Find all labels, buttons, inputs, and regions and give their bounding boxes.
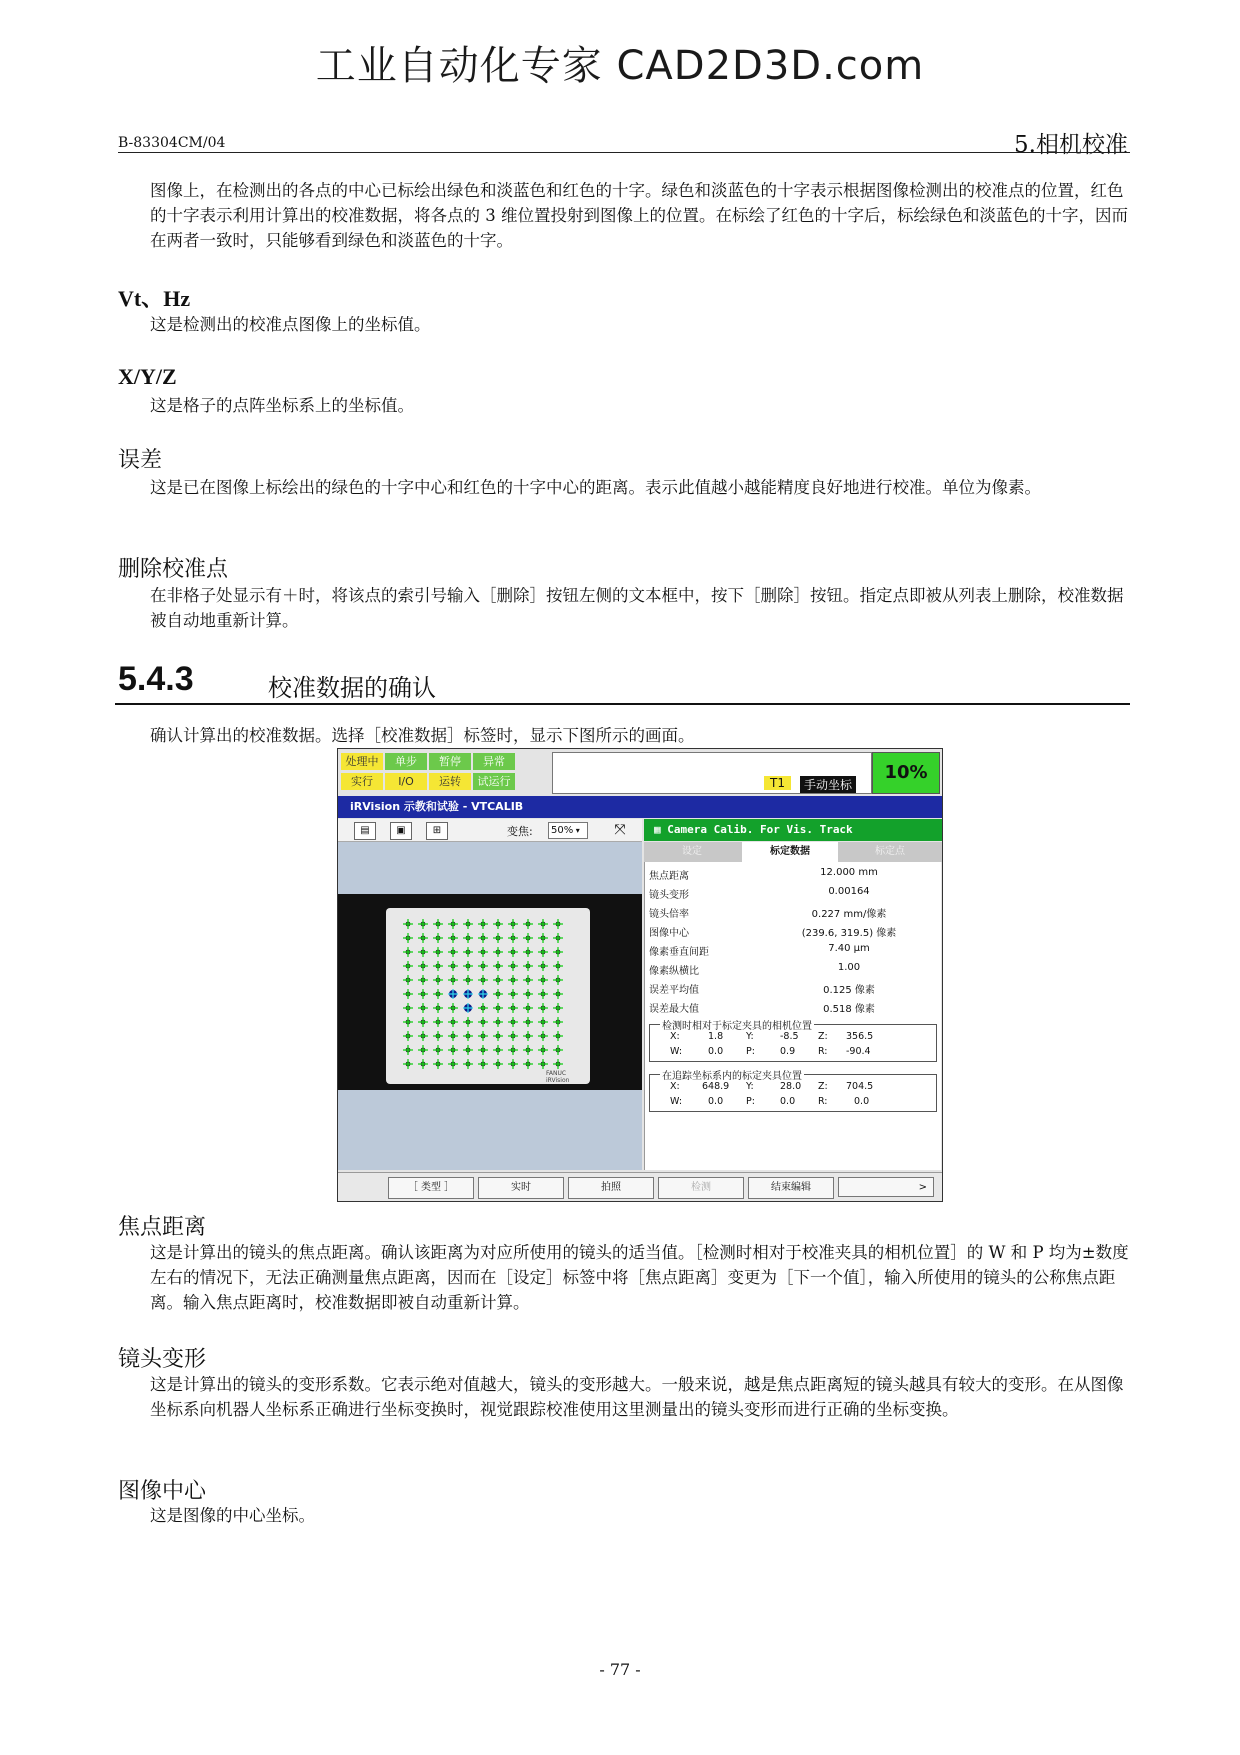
coord-mode-indicator: 手动坐标 [800,776,856,793]
row-label: 镜头倍率 [649,909,689,920]
open-image-icon[interactable]: ▤ [354,822,376,840]
item-text-xyz: 这是格子的点阵坐标系上的坐标值。 [150,396,414,415]
item-text-lens-distortion: 这是计算出的镜头的变形系数。它表示绝对值越大，镜头的变形越大。一般来说，越是焦点距离短的镜头越具有较大的变形。在从图像坐标系向机器人坐标系正确进行坐标变换时，视觉跟踪校准使用这里测量出的镜头变形而进行正确的坐标变换。 [150,1375,1124,1419]
item-title-focal-distance: 焦点距离 [118,1215,207,1240]
section-intro: 确认计算出的校准数据。选择［校准数据］标签时，显示下图所示的画面。 [150,726,695,745]
page-number: - 77 - [599,1660,641,1679]
value-z: 356.5 [846,1031,874,1042]
window-title: iRVision 示教和试验 - VTCALIB [338,796,942,818]
item-title-xyz: X/Y/Z [118,364,177,389]
label-y: Y: [746,1081,754,1092]
calibration-points [386,908,590,1084]
row-max-error [649,1000,939,1016]
row-lens-distortion [649,886,939,902]
header-rule [118,152,1130,153]
status-busy: 处理中 [341,753,383,770]
intro-paragraph: 图像上，在检测出的各点的中心已标绘出绿色和淡蓝色和红色的十字。绿色和淡蓝色的十字表示根据图像检测出的校准点的位置，红色的十字表示利用计算出的校准数据，将各点的 3 维位置投射到图像上的位置。在标绘了红色的十字后，标绘绿色和淡蓝色的十字，因而在两者一致时，只能够看到绿色和淡蓝色的十字。 [150,181,1128,250]
camera-image [338,894,642,1090]
save-image-icon[interactable]: ▣ [390,822,412,840]
panel-header-text: Camera Calib. For Vis. Track [667,823,853,836]
item-title-vt-hz: Vt、Hz [118,286,191,311]
label-p: P: [746,1096,755,1107]
zoom-label: 变焦: [507,825,533,838]
label-r: R: [818,1046,828,1057]
zoom-select[interactable] [548,822,588,839]
status-tcyc: 试运行 [473,773,515,790]
calib-data-panel [644,862,941,1170]
group-title: 检测时相对于标定夹具的相机位置 [660,1017,814,1032]
item-title-lens-distortion: 镜头变形 [118,1347,207,1372]
status-step: 单步 [385,753,427,770]
value-x: 648.9 [702,1081,730,1092]
item-text-delete-point: 在非格子处显示有＋时，将该点的索引号输入［删除］按钮左侧的文本框中，按下［删除］按钮。指定点即被从列表上删除，校准数据被自动地重新计算。 [150,586,1124,630]
chevron-down-icon: ▾ [573,826,580,835]
row-value: 7.40 μm [828,943,870,954]
item-text-error: 这是已在图像上标绘出的绿色的十字中心和红色的十字中心的距离。表示此值越小越能精度良好地进行校准。单位为像素。 [150,478,1041,497]
image-toolbar [338,819,642,842]
item-title-error: 误差 [118,448,163,473]
label-z: Z: [818,1031,828,1042]
snap-button[interactable]: 拍照 [568,1177,654,1199]
status-run: 实行 [341,773,383,790]
site-banner: 工业自动化专家 CAD2D3D.com [315,43,925,89]
value-p: 0.0 [780,1096,796,1107]
row-value: 12.000 mm [820,867,878,878]
end-edit-button[interactable]: 结束编辑 [748,1177,834,1199]
label-z: Z: [818,1081,828,1092]
item-title-image-center: 图像中心 [118,1479,207,1504]
value-z: 704.5 [846,1081,874,1092]
value-r: 0.0 [854,1096,870,1107]
panel-header [644,819,942,841]
item-title-delete-point: 删除校准点 [118,557,229,582]
expand-view-icon[interactable]: ⤧ [614,822,626,838]
item-text-focal-distance: 这是计算出的镜头的焦点距离。确认该距离为对应所使用的镜头的适当值。［检测时相对于校准夹具的相机位置］的 W 和 P 均为±数度左右的情况下，无法正确测量焦点距离，因而在［设定］标签中将［焦点距离］变更为［下一个值］，输入所使用的镜头的公称焦点距离。输入焦点距离时，校准数据即被自动重新计算。 [150,1243,1129,1312]
section-number: 5.4.3 [118,660,194,698]
type-button[interactable]: ［ 类型 ］ [388,1177,474,1199]
row-image-center [649,924,939,940]
row-label: 误差最大值 [649,1004,699,1015]
label-r: R: [818,1096,828,1107]
doc-id: B-83304CM/04 [118,135,226,151]
row-magnification [649,905,939,921]
value-r: -90.4 [846,1046,871,1057]
row-label: 焦点距离 [649,871,689,882]
live-button[interactable]: 实时 [478,1177,564,1199]
value-y: 28.0 [780,1081,802,1092]
label-p: P: [746,1046,755,1057]
camera-view[interactable] [338,842,642,1170]
label-y: Y: [746,1031,754,1042]
value-w: 0.0 [708,1096,724,1107]
chapter-title: 5.相机校准 [1014,132,1128,158]
override-percent: 10% [872,752,940,794]
value-w: 0.0 [708,1046,724,1057]
row-label: 像素纵横比 [649,966,699,977]
label-x: X: [670,1081,680,1092]
row-label: 图像中心 [649,928,689,939]
tab-calib-points[interactable]: 标定点 [875,846,905,857]
camera-position-group [649,1021,937,1062]
status-fault: 异常 [473,753,515,770]
grid-icon: ▦ [654,823,668,836]
tab-bar [644,842,942,862]
row-mean-error [649,981,939,997]
value-x: 1.8 [708,1031,724,1042]
row-aspect-ratio [649,962,939,978]
tab-calib-data[interactable]: 标定数据 [742,842,838,862]
row-value: 1.00 [837,962,861,973]
row-value: (239.6, 319.5) 像素 [801,928,897,939]
value-y: -8.5 [780,1031,799,1042]
t1-indicator: T1 [764,776,791,790]
function-key-bar [338,1172,942,1202]
row-value: 0.227 mm/像素 [811,909,887,920]
fixture-position-group [649,1071,937,1112]
row-label: 误差平均值 [649,985,699,996]
item-text-vt-hz: 这是检测出的校准点图像上的坐标值。 [150,315,431,334]
item-text-image-center: 这是图像的中心坐标。 [150,1506,315,1525]
fit-image-icon[interactable]: ⊞ [426,822,448,840]
label-w: W: [670,1046,683,1057]
row-pixel-pitch [649,943,939,959]
detect-button[interactable]: 检测 [658,1177,744,1199]
calibration-grid-plate [386,908,590,1084]
row-value: 0.125 像素 [823,985,875,996]
row-focal-distance [649,867,939,883]
row-label: 镜头变形 [649,890,689,901]
status-hold: 暂停 [429,753,471,770]
section-rule [115,703,1130,705]
plate-label: FANUC iRVision [546,1070,570,1084]
group-title: 在追踪坐标系内的标定夹具位置 [660,1067,804,1082]
zoom-value: 50% [551,825,574,836]
label-w: W: [670,1096,683,1107]
teach-pendant-screenshot [337,748,943,1202]
row-value: 0.518 像素 [823,1004,875,1015]
status-io: I/O [385,773,427,790]
row-value: 0.00164 [828,886,870,897]
row-label: 像素垂直间距 [649,947,709,958]
section-title: 校准数据的确认 [268,674,436,702]
label-x: X: [670,1031,680,1042]
next-page-button[interactable]: > [838,1177,934,1197]
status-prod: 运转 [429,773,471,790]
value-p: 0.9 [780,1046,796,1057]
tab-setup[interactable]: 设定 [682,846,702,857]
